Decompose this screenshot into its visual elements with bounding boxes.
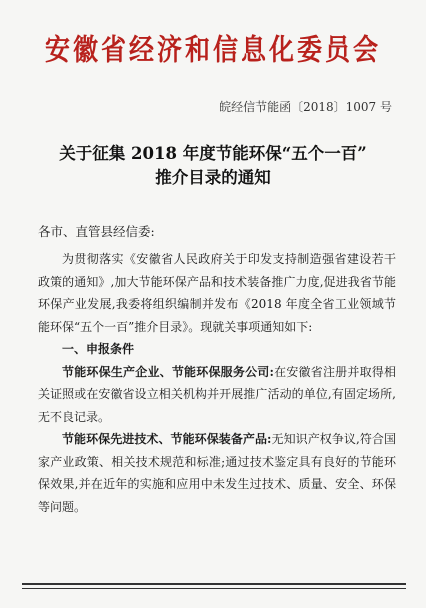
- salutation: 各市、直管县经信委:: [38, 224, 155, 239]
- footer-rule-thick: [22, 583, 406, 585]
- document-title: [0, 142, 426, 190]
- condition-paragraph-1: [38, 361, 396, 429]
- condition-2-text: 无知识产权争议,符合国家产业政策、相关技术规范和标准;通过技术鉴定具有良好的节能环保效果,并在近年的实施和应用中未发生过技术、质量、安全、环保等问题。: [38, 432, 396, 514]
- letterhead: 安徽省经济和信息化委员会: [44, 33, 381, 67]
- document-body: [38, 248, 396, 518]
- title-line-1: 关于征集 2018 年度节能环保“五个一百”: [59, 144, 367, 163]
- condition-1-text: 在安徽省注册并取得相关证照或在安徽省设立相关机构并开展推广活动的单位,有固定场所,无不良记录。: [38, 364, 396, 424]
- condition-paragraph-2: [38, 428, 396, 518]
- section-heading-1: 一、申报条件: [62, 342, 135, 356]
- footer-rule-thin: [22, 588, 406, 589]
- title-line-2: 推介目录的通知: [155, 168, 271, 187]
- condition-2-label: 节能环保先进技术、节能环保装备产品:: [62, 432, 272, 446]
- document-number: 皖经信节能函〔2018〕1007 号: [219, 100, 392, 114]
- condition-1-label: 节能环保生产企业、节能环保服务公司:: [62, 364, 274, 379]
- intro-paragraph: 为贯彻落实《安徽省人民政府关于印发支持制造强省建设若干政策的通知》,加大节能环保产品和技术装备推广力度,促进我省节能环保产业发展,我委将组织编制并发布《2018 年度全省工业领域节能环保“五个一百”推介目录》。现就关事项通知如下:: [38, 252, 396, 334]
